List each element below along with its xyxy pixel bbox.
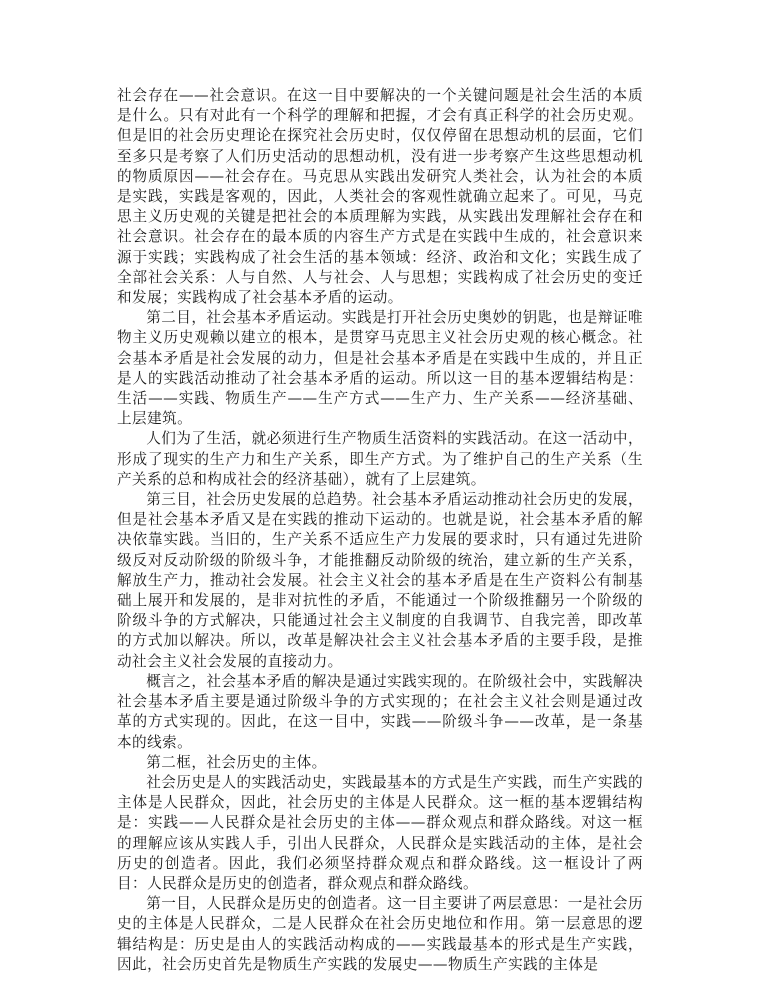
paragraph-social-existence: 社会存在——社会意识。在这一目中要解决的一个关键问题是社会生活的本质是什么。只有对此有一个科学的理解和把握，才会有真正科学的社会历史观。但是旧的社会历史理论在探究社会历史时，仅仅停留在思想动机的层面，它们至多只是考察了人们历史活动的思想动机，没有进一步考察产生这些思想动机的物质原因——社会存在。马克思从实践出发研究人类社会，认为社会的本质是实践，实践是客观的，因此，人类社会的客观性就确立起来了。可见，马克思主义历史观的关键是把社会的本质理解为实践，从实践出发理解社会存在和社会意识。社会存在的最本质的内容生产方式是在实践中生成的，社会意识来源于实践；实践构成了社会生活的基本领域：经济、政治和文化；实践生成了全部社会关系：人与自然、人与社会、人与思想；实践构成了社会历史的变迁和发展；实践构成了社会基本矛盾的运动。 — [117, 87, 643, 307]
section-heading-historical-subject: 第二框，社会历史的主体。 — [146, 753, 327, 771]
paragraph-production-mode: 人们为了生活，就必须进行生产物质生活资料的实践活动。在这一活动中，形成了现实的生产力和生产关系，即生产方式。为了维护自己的生产关系（生产关系的总和构成社会的经济基础），就有了上层建筑。 — [117, 430, 643, 488]
paragraph-summary: 概言之，社会基本矛盾的解决是通过实践实现的。在阶级社会中，实践解决社会基本矛盾主要是通过阶级斗争的方式实现的；在社会主义社会则是通过改革的方式实现的。因此，在这一目中，实践——阶级斗争——改革，是一条基本的线索。 — [117, 672, 643, 751]
paragraph-masses-subject: 社会历史是人的实践活动史，实践最基本的方式是生产实践，而生产实践的主体是人民群众，因此，社会历史的主体是人民群众。这一框的基本逻辑结构是：实践——人民群众是社会历史的主体——群众观点和群众路线。对这一框的理解应该从实践人手，引出人民群众，人民群众是实践活动的主体，是社会历史的创造者。因此，我们必须坚持群众观点和群众路线。这一框设计了两目：人民群众是历史的创造者，群众观点和群众路线。 — [117, 773, 643, 892]
document-page — [117, 86, 643, 975]
paragraph-historical-trend: 第三目，社会历史发展的总趋势。社会基本矛盾运动推动社会历史的发展，但是社会基本矛盾又是在实践的推动下运动的。也就是说，社会基本矛盾的解决依靠实践。当旧的，生产关系不适应生产力发展的要求时，只有通过先进阶级反对反动阶级的阶级斗争，才能推翻反动阶级的统治，建立新的生产关系，解放生产力，推动社会发展。社会主义社会的基本矛盾是在生产资料公有制基础上展开和发展的，是非对抗性的矛盾，不能通过一个阶级推翻另一个阶级的阶级斗争的方式解决，只能通过社会主义制度的自我调节、自我完善，即改革的方式加以解决。所以，改革是解决社会主义社会基本矛盾的主要手段，是推动社会主义社会发展的直接动力。 — [117, 491, 643, 670]
paragraph-basic-contradiction: 第二目，社会基本矛盾运动。实践是打开社会历史奥妙的钥匙，也是辩证唯物主义历史观赖以建立的根本，是贯穿马克思主义社会历史观的核心概念。社会基本矛盾是社会发展的动力，但是社会基本矛盾是在实践中生成的，并且正是人的实践活动推动了社会基本矛盾的运动。所以这一目的基本逻辑结构是：生活——实践、物质生产——生产方式——生产力、生产关系——经济基础、上层建筑。 — [117, 309, 643, 428]
paragraph-masses-creators: 第一目，人民群众是历史的创造者。这一目主要讲了两层意思：一是社会历史的主体是人民群众，二是人民群众在社会历史地位和作用。第一层意思的逻辑结构是：历史是由人的实践活动构成的——实践最基本的形式是生产实践，因此，社会历史首先是物质生产实践的发展史——物质生产实践的主体是 — [117, 895, 643, 973]
